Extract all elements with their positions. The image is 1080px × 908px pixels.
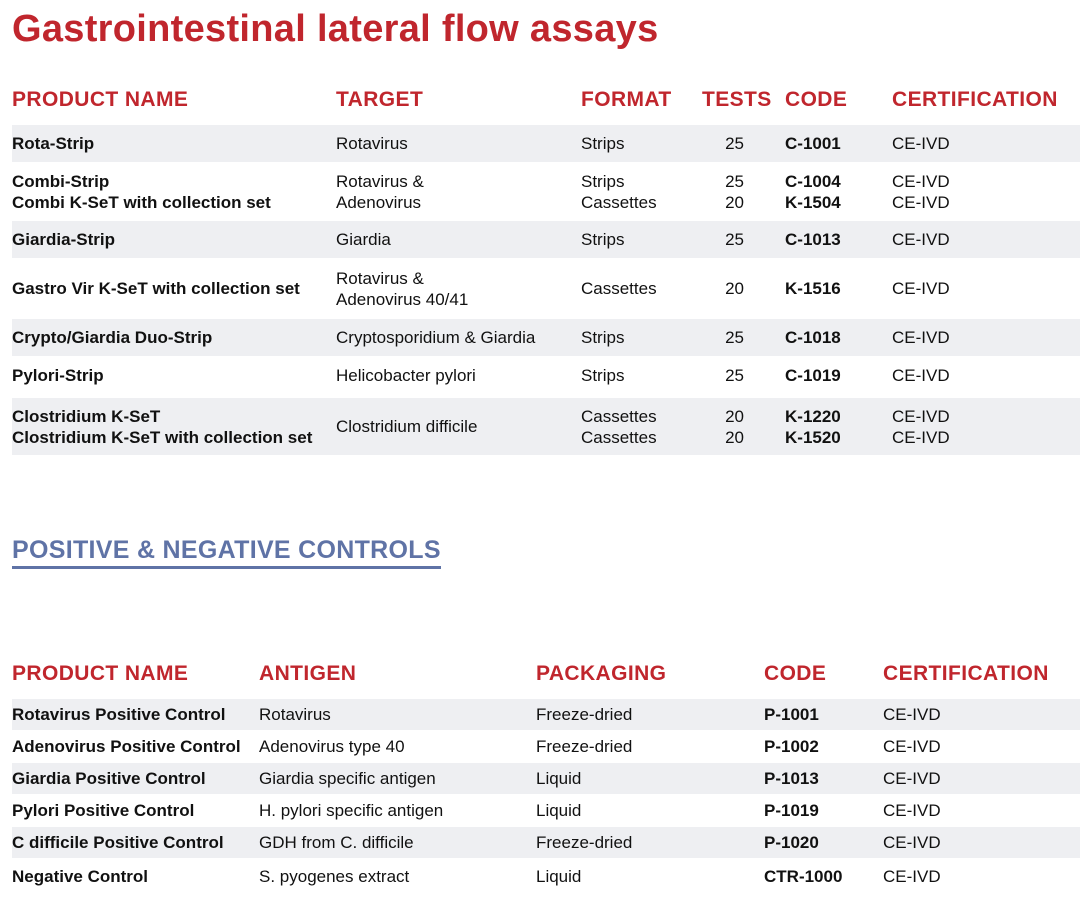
cell-certification <box>892 259 1052 318</box>
code-text: CTR-1000 <box>764 867 843 886</box>
cell-certification <box>892 163 1052 220</box>
cell-code <box>764 827 874 858</box>
cell-packaging <box>536 699 756 730</box>
cell-packaging <box>536 731 756 762</box>
cell-target <box>336 163 576 220</box>
target-text: Adenovirus 40/41 <box>336 289 469 309</box>
cell-certification <box>892 319 1052 356</box>
product-text: Giardia-Strip <box>12 230 115 249</box>
format-text: Cassettes <box>581 427 657 447</box>
product-text: Clostridium K-SeT with collection set <box>12 427 313 447</box>
format-text: Strips <box>581 134 625 153</box>
cell-product <box>12 319 332 356</box>
tests-text: 25 <box>725 171 744 191</box>
cell-product <box>12 221 332 258</box>
table-row <box>12 357 1080 394</box>
cell-code <box>764 731 874 762</box>
antigen-text: Adenovirus type 40 <box>259 737 405 756</box>
packaging-text: Liquid <box>536 801 582 820</box>
target-text: Helicobacter pylori <box>336 366 476 385</box>
code-text: P-1020 <box>764 833 819 852</box>
certification-text: CE-IVD <box>892 192 950 212</box>
code-text: C-1004 <box>785 171 841 191</box>
cell-tests <box>662 319 744 356</box>
product-text: Combi K-SeT with collection set <box>12 192 271 212</box>
cell-tests <box>662 259 744 318</box>
cell-code <box>785 398 885 455</box>
cell-product <box>12 859 257 894</box>
packaging-text: Liquid <box>536 867 582 886</box>
cell-certification <box>883 699 1063 730</box>
controls-header-code: CODE <box>764 662 827 685</box>
code-text: C-1013 <box>785 230 841 249</box>
tests-text: 25 <box>725 328 744 347</box>
page-title: Gastrointestinal lateral flow assays <box>12 8 659 50</box>
product-text: C difficile Positive Control <box>12 833 224 852</box>
certification-text: CE-IVD <box>883 769 941 788</box>
format-text: Strips <box>581 171 625 191</box>
certification-text: CE-IVD <box>892 406 950 426</box>
cell-product <box>12 763 257 794</box>
cell-antigen <box>259 699 529 730</box>
cell-product <box>12 731 257 762</box>
cell-antigen <box>259 859 529 894</box>
cell-tests <box>662 163 744 220</box>
cell-antigen <box>259 763 529 794</box>
certification-text: CE-IVD <box>883 737 941 756</box>
table-row <box>12 699 1080 730</box>
cell-product <box>12 827 257 858</box>
product-text: Clostridium K-SeT <box>12 406 161 426</box>
cell-product <box>12 357 332 394</box>
code-text: K-1516 <box>785 279 841 298</box>
tests-text: 25 <box>725 230 744 249</box>
header-product-name: PRODUCT NAME <box>12 88 189 111</box>
cell-code <box>764 699 874 730</box>
controls-section-title: POSITIVE & NEGATIVE CONTROLS <box>12 536 441 569</box>
cell-certification <box>892 125 1052 162</box>
code-text: K-1520 <box>785 427 841 447</box>
product-text: Combi-Strip <box>12 171 110 191</box>
cell-antigen <box>259 827 529 858</box>
cell-code <box>785 259 885 318</box>
cell-certification <box>883 859 1063 894</box>
target-text: Clostridium difficile <box>336 417 478 436</box>
product-text: Negative Control <box>12 867 149 886</box>
table-row <box>12 398 1080 455</box>
table-row <box>12 319 1080 356</box>
cell-certification <box>892 398 1052 455</box>
cell-product <box>12 795 257 826</box>
cell-tests <box>662 357 744 394</box>
table-row <box>12 221 1080 258</box>
cell-packaging <box>536 763 756 794</box>
header-format: FORMAT <box>581 88 672 111</box>
cell-certification <box>883 763 1063 794</box>
cell-product <box>12 398 332 455</box>
antigen-text: Giardia specific antigen <box>259 769 436 788</box>
product-text: Rota-Strip <box>12 134 95 153</box>
cell-target <box>336 398 576 455</box>
code-text: P-1001 <box>764 705 819 724</box>
tests-text: 25 <box>725 134 744 153</box>
cell-certification <box>883 827 1063 858</box>
controls-header-packaging: PACKAGING <box>536 662 667 685</box>
certification-text: CE-IVD <box>892 171 950 191</box>
product-text: Pylori Positive Control <box>12 801 195 820</box>
table-row <box>12 795 1080 826</box>
cell-target <box>336 319 576 356</box>
cell-tests <box>662 221 744 258</box>
cell-antigen <box>259 731 529 762</box>
code-text: C-1019 <box>785 366 841 385</box>
header-code: CODE <box>785 88 848 111</box>
product-text: Pylori-Strip <box>12 366 104 385</box>
target-text: Rotavirus <box>336 134 408 153</box>
target-text: Cryptosporidium & Giardia <box>336 328 536 347</box>
certification-text: CE-IVD <box>883 833 941 852</box>
cell-certification <box>883 795 1063 826</box>
table-row <box>12 859 1080 894</box>
certification-text: CE-IVD <box>883 705 941 724</box>
cell-certification <box>883 731 1063 762</box>
tests-text: 20 <box>725 192 744 212</box>
format-text: Cassettes <box>581 279 657 298</box>
cell-product <box>12 259 332 318</box>
cell-tests <box>662 125 744 162</box>
header-target: TARGET <box>336 88 424 111</box>
code-text: P-1013 <box>764 769 819 788</box>
cell-target <box>336 221 576 258</box>
code-text: K-1504 <box>785 192 841 212</box>
header-tests: TESTS <box>702 88 772 111</box>
packaging-text: Liquid <box>536 769 582 788</box>
format-text: Strips <box>581 328 625 347</box>
format-text: Strips <box>581 366 625 385</box>
table-row <box>12 163 1080 220</box>
code-text: C-1001 <box>785 134 841 153</box>
tests-text: 25 <box>725 366 744 385</box>
target-text: Rotavirus & <box>336 171 424 191</box>
cell-code <box>764 795 874 826</box>
tests-text: 20 <box>725 406 744 426</box>
tests-text: 20 <box>725 279 744 298</box>
table-row <box>12 731 1080 762</box>
table-row <box>12 763 1080 794</box>
code-text: P-1002 <box>764 737 819 756</box>
packaging-text: Freeze-dried <box>536 737 633 756</box>
format-text: Cassettes <box>581 406 657 426</box>
code-text: P-1019 <box>764 801 819 820</box>
cell-target <box>336 259 576 318</box>
product-text: Adenovirus Positive Control <box>12 737 241 756</box>
packaging-text: Freeze-dried <box>536 833 633 852</box>
cell-packaging <box>536 827 756 858</box>
cell-product <box>12 163 332 220</box>
table-row <box>12 259 1080 318</box>
cell-tests <box>662 398 744 455</box>
product-text: Giardia Positive Control <box>12 769 206 788</box>
header-certification: CERTIFICATION <box>892 88 1058 111</box>
certification-text: CE-IVD <box>883 867 941 886</box>
code-text: K-1220 <box>785 406 841 426</box>
product-text: Gastro Vir K-SeT with collection set <box>12 279 300 298</box>
controls-header-antigen: ANTIGEN <box>259 662 357 685</box>
tests-text: 20 <box>725 427 744 447</box>
certification-text: CE-IVD <box>892 134 950 153</box>
controls-header-product-name: PRODUCT NAME <box>12 662 189 685</box>
target-text: Giardia <box>336 230 391 249</box>
certification-text: CE-IVD <box>892 366 950 385</box>
cell-code <box>785 125 885 162</box>
cell-code <box>785 163 885 220</box>
cell-certification <box>892 221 1052 258</box>
certification-text: CE-IVD <box>892 279 950 298</box>
table-row <box>12 125 1080 162</box>
cell-code <box>785 319 885 356</box>
antigen-text: S. pyogenes extract <box>259 867 410 886</box>
certification-text: CE-IVD <box>892 427 950 447</box>
format-text: Cassettes <box>581 192 657 212</box>
certification-text: CE-IVD <box>892 230 950 249</box>
cell-product <box>12 699 257 730</box>
cell-packaging <box>536 795 756 826</box>
controls-header-certification: CERTIFICATION <box>883 662 1049 685</box>
cell-certification <box>892 357 1052 394</box>
cell-product <box>12 125 332 162</box>
table-row <box>12 827 1080 858</box>
cell-packaging <box>536 859 756 894</box>
packaging-text: Freeze-dried <box>536 705 633 724</box>
cell-code <box>764 763 874 794</box>
antigen-text: Rotavirus <box>259 705 331 724</box>
cell-target <box>336 357 576 394</box>
product-text: Rotavirus Positive Control <box>12 705 226 724</box>
format-text: Strips <box>581 230 625 249</box>
certification-text: CE-IVD <box>892 328 950 347</box>
antigen-text: H. pylori specific antigen <box>259 801 444 820</box>
cell-antigen <box>259 795 529 826</box>
cell-code <box>764 859 874 894</box>
cell-code <box>785 221 885 258</box>
cell-target <box>336 125 576 162</box>
target-text: Adenovirus <box>336 192 422 212</box>
antigen-text: GDH from C. difficile <box>259 833 414 852</box>
code-text: C-1018 <box>785 328 841 347</box>
target-text: Rotavirus & <box>336 268 424 288</box>
certification-text: CE-IVD <box>883 801 941 820</box>
product-text: Crypto/Giardia Duo-Strip <box>12 328 213 347</box>
cell-code <box>785 357 885 394</box>
